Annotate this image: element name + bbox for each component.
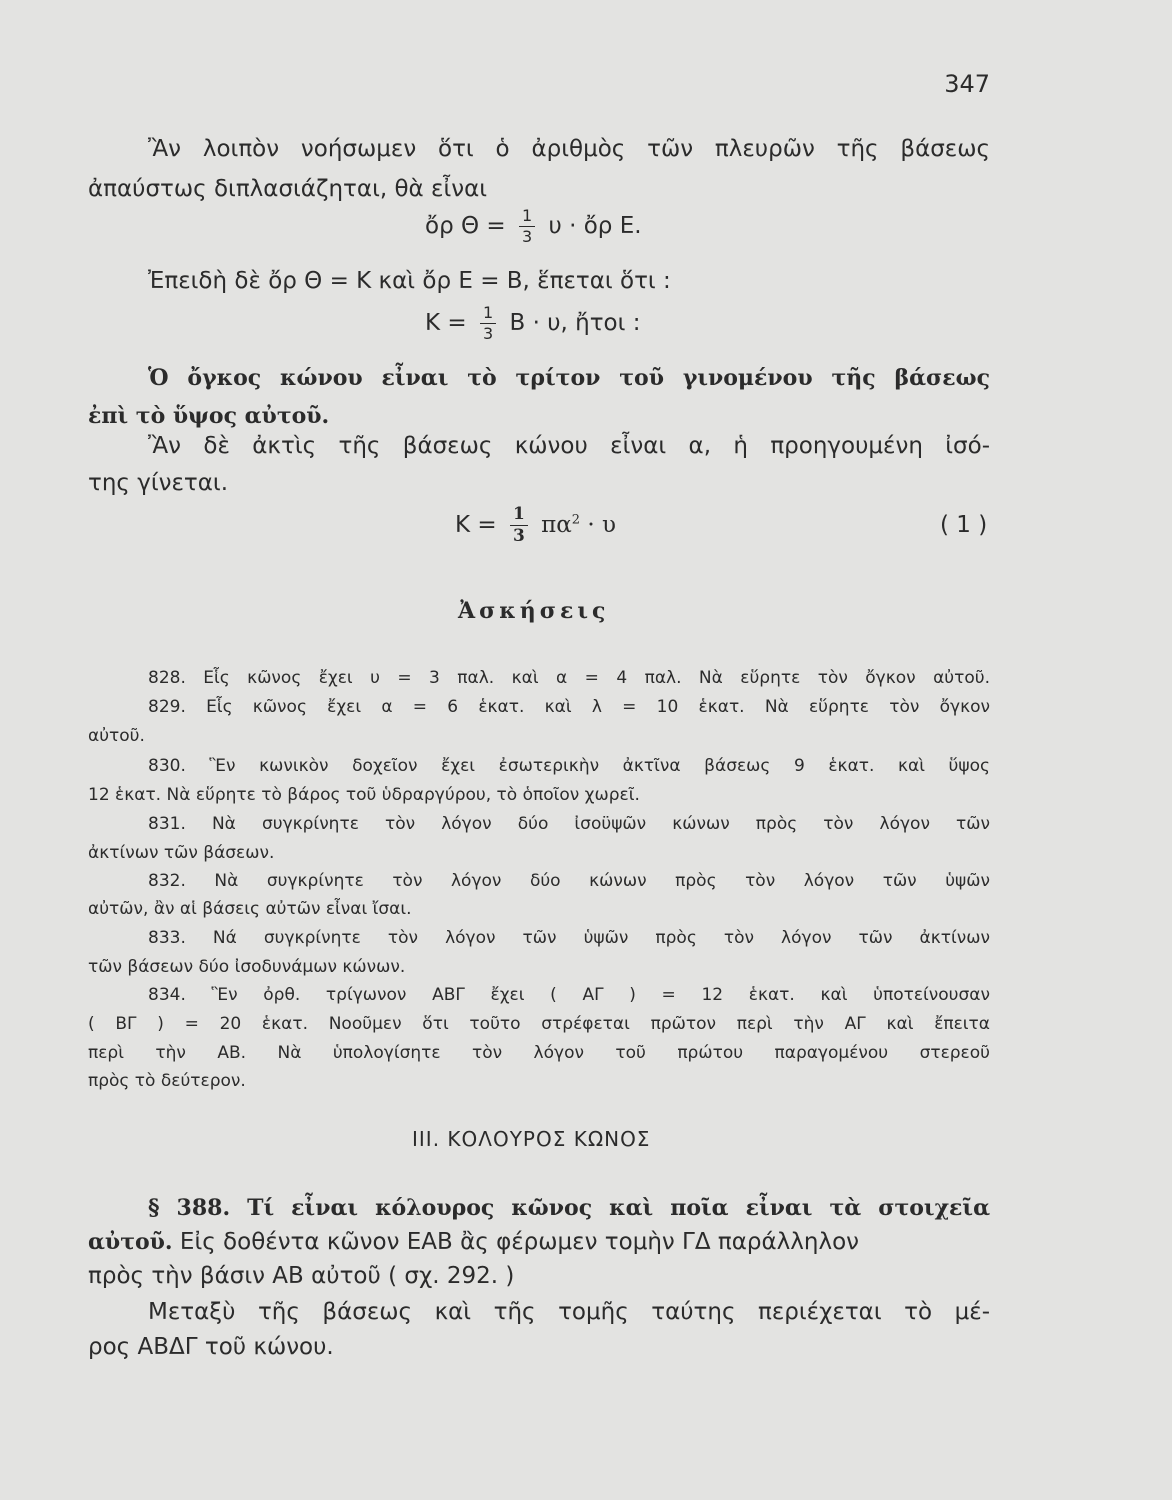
equation-lhs: Κ = xyxy=(455,512,497,538)
equation-rhs-tail: · υ xyxy=(580,512,616,538)
paragraph-line: ρος ΑΒΔΓ τοῦ κώνου. xyxy=(88,1334,334,1360)
paragraph-line: Ἂν λοιπὸν νοήσωμεν ὅτι ὁ ἀριθμὸς τῶν πλευρῶν τῆς βάσεως xyxy=(148,136,990,162)
fraction-denominator: 3 xyxy=(521,227,533,246)
exercise-line: ( ΒΓ ) = 20 ἑκατ. Νοοῦμεν ὅτι τοῦτο στρέφεται πρῶτον περὶ τὴν ΑΓ καὶ ἔπειτα xyxy=(88,1014,990,1034)
equation-lhs: Κ = xyxy=(425,310,467,336)
fraction-numerator: 1 xyxy=(480,305,496,324)
equation-cone-volume-radius xyxy=(455,506,616,545)
section-388-title: § 388. Τί εἶναι κόλουρος κῶνος καὶ ποῖα εἶναι τὰ στοιχεῖα xyxy=(148,1195,990,1221)
section-388-title-end: αὐτοῦ. xyxy=(88,1229,173,1255)
exercise-line: αὐτοῦ. xyxy=(88,726,145,746)
paragraph-text: Εἰς δοθέντα κῶνον ΕΑΒ ἂς φέρωμεν τομὴν ΓΔ παράλληλον xyxy=(172,1229,860,1255)
equation-cone-volume xyxy=(425,305,640,342)
equation-rhs-base: πα xyxy=(541,512,572,538)
paragraph-line: της γίνεται. xyxy=(88,470,229,496)
theorem-line: ἐπὶ τὸ ὕψος αὐτοῦ. xyxy=(88,403,330,429)
fraction-numerator: 1 xyxy=(519,208,535,227)
fraction-one-third xyxy=(519,208,535,245)
exercise-line: 12 ἑκατ. Νὰ εὕρητε τὸ βάρος τοῦ ὑδραργύρου, τὸ ὁποῖον χωρεῖ. xyxy=(88,785,640,805)
fraction-numerator: 1 xyxy=(510,506,528,526)
equation-rhs: υ · ὄρ Ε. xyxy=(548,213,642,239)
theorem-line: Ὁ ὄγκος κώνου εἶναι τὸ τρίτον τοῦ γινομένου τῆς βάσεως xyxy=(148,365,990,391)
paragraph-line: πρὸς τὴν βάσιν ΑΒ αὐτοῦ ( σχ. 292. ) xyxy=(88,1263,515,1289)
fraction-one-third xyxy=(480,305,496,342)
exercise-line: αὐτῶν, ἂν αἱ βάσεις αὐτῶν εἶναι ἴσαι. xyxy=(88,899,412,919)
exercise-line: 833. Νά συγκρίνητε τὸν λόγον τῶν ὑψῶν πρὸς τὸν λόγον τῶν ἀκτίνων xyxy=(148,928,990,948)
paragraph-line xyxy=(88,1229,859,1255)
exercise-line: 828. Εἷς κῶνος ἔχει υ = 3 παλ. καὶ α = 4 παλ. Νὰ εὕρητε τὸν ὄγκον αὐτοῦ. xyxy=(148,668,990,688)
exercise-line: 829. Εἷς κῶνος ἔχει α = 6 ἑκατ. καὶ λ = 10 ἑκατ. Νὰ εὕρητε τὸν ὄγκον xyxy=(148,697,990,717)
paragraph-line: ἀπαύστως διπλασιάζηται, θὰ εἶναι xyxy=(88,176,488,202)
exercise-line: τῶν βάσεων δύο ἰσοδυνάμων κώνων. xyxy=(88,957,406,977)
equation-lhs: ὄρ Θ = xyxy=(425,213,506,239)
exercise-line: πρὸς τὸ δεύτερον. xyxy=(88,1071,246,1091)
equation-rhs-exponent: 2 xyxy=(571,512,581,528)
paragraph-line: Μεταξὺ τῆς βάσεως καὶ τῆς τομῆς ταύτης περιέχεται τὸ μέ- xyxy=(148,1299,990,1325)
exercise-line: περὶ τὴν ΑΒ. Νὰ ὑπολογίσητε τὸν λόγον τοῦ πρώτου παραγομένου στερεοῦ xyxy=(88,1043,990,1063)
exercise-line: 834. Ἓν ὀρθ. τρίγωνον ΑΒΓ ἔχει ( ΑΓ ) = 12 ἑκατ. καὶ ὑποτείνουσαν xyxy=(148,985,990,1005)
section-title: ΙΙΙ. ΚΟΛΟΥΡΟΣ ΚΩΝΟΣ xyxy=(412,1127,651,1151)
exercise-line: ἀκτίνων τῶν βάσεων. xyxy=(88,843,275,863)
paragraph-line: Ἂν δὲ ἀκτὶς τῆς βάσεως κώνου εἶναι α, ἡ προηγουμένη ἰσό- xyxy=(148,433,990,459)
equation-rhs: Β · υ, ἤτοι : xyxy=(509,310,641,336)
fraction-denominator: 3 xyxy=(512,526,525,546)
exercise-line: 831. Νὰ συγκρίνητε τὸν λόγον δύο ἰσοϋψῶν κώνων πρὸς τὸν λόγον τῶν xyxy=(148,814,990,834)
page-number: 347 xyxy=(944,70,990,98)
exercise-line: 830. Ἓν κωνικὸν δοχεῖον ἔχει ἐσωτερικὴν ἀκτῖνα βάσεως 9 ἑκατ. καὶ ὕψος xyxy=(148,756,990,776)
fraction-one-third xyxy=(510,506,528,545)
paragraph-line: Ἐπειδὴ δὲ ὄρ Θ = Κ καὶ ὄρ Ε = Β, ἕπεται ὅτι : xyxy=(148,268,671,294)
equation-volume-limit xyxy=(425,208,642,245)
equation-label: ( 1 ) xyxy=(940,512,988,538)
exercise-line: 832. Νὰ συγκρίνητε τὸν λόγον δύο κώνων πρὸς τὸν λόγον τῶν ὑψῶν xyxy=(148,871,990,891)
exercises-heading: Ἀσκήσεις xyxy=(458,598,610,624)
fraction-denominator: 3 xyxy=(482,324,494,343)
